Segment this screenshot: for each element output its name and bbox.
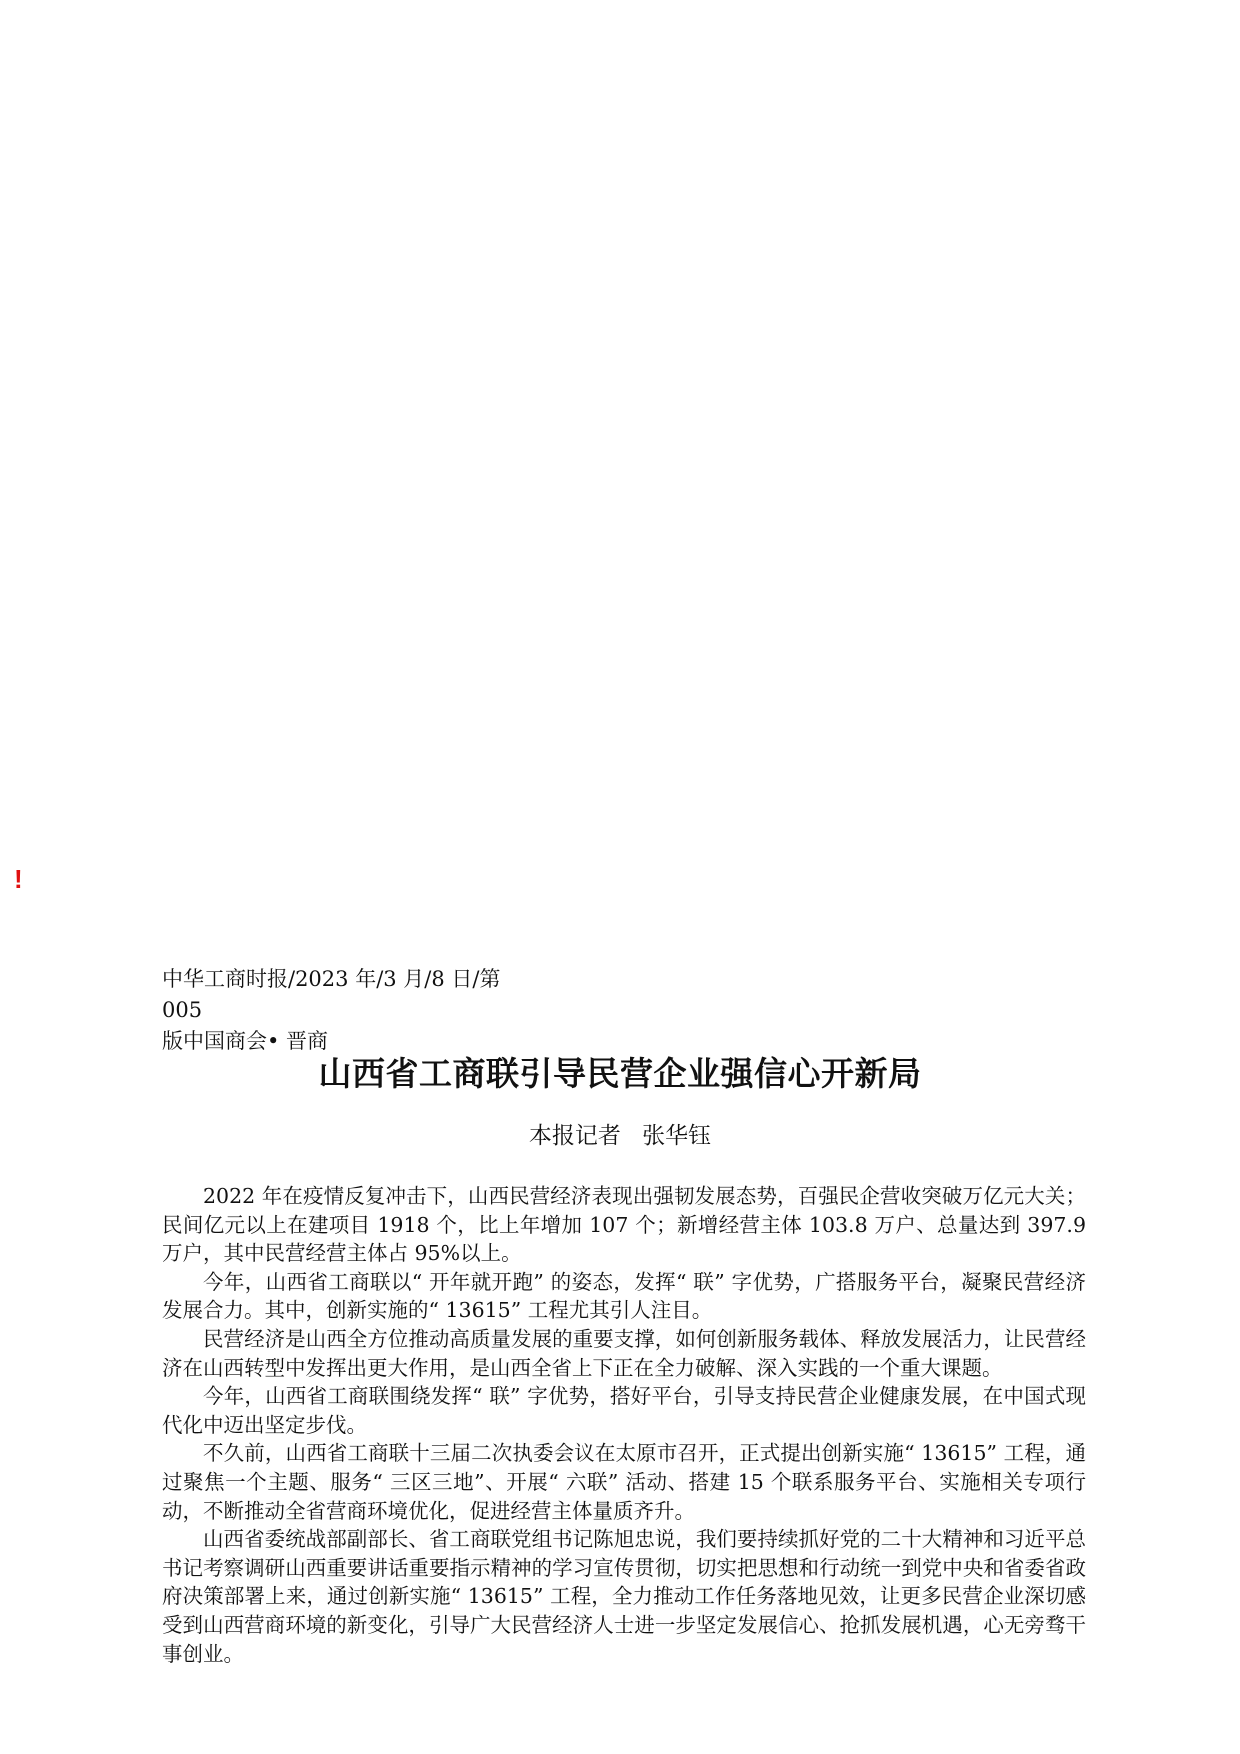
paragraph: 山西省委统战部副部长、省工商联党组书记陈旭忠说，我们要持续抓好党的二十大精神和习近平总书记考察调研山西重要讲话重要指示精神的学习宣传贯彻，切实把思想和行动统一到党中央和省委省政府决策部署上来，通过创新实施“ 13615” 工程，全力推动工作任务落地见效，让更多民营企业深切感受到山西营商环境的新变化，引导广大民营经济人士进一步坚定发展信心、抢抓发展机遇，心无旁骛干事创业。 [162, 1527, 1086, 1666]
paragraph: 民营经济是山西全方位推动高质量发展的重要支撑，如何创新服务载体、释放发展活力，让民营经济在山西转型中发挥出更大作用，是山西全省上下正在全力破解、深入实践的一个重大课题。 [162, 1326, 1086, 1380]
byline: 本报记者 张华钰 [528, 1123, 712, 1149]
source-line-2: 版中国商会• 晋商 [162, 1029, 329, 1053]
paragraph: 2022 年在疫情反复冲击下，山西民营经济表现出强韧发展态势，百强民企营收突破万亿元大关；民间亿元以上在建项目 1918 个，比上年增加 107 个；新增经营主体 103.8 万户、总量达到 397.9 万户，其中民营经营主体占 95%以上。 [162, 1184, 1086, 1266]
article-title: 山西省工商联引导民营企业强信心开新局 [318, 1054, 922, 1093]
paragraph: 今年，山西省工商联以“ 开年就开跑” 的姿态，发挥“ 联” 字优势，广搭服务平台，凝聚民营经济发展合力。其中，创新实施的“ 13615” 工程尤其引人注目。 [162, 1269, 1086, 1323]
source-line [162, 964, 542, 1057]
paragraph: 今年，山西省工商联围绕发挥“ 联” 字优势，搭好平台，引导支持民营企业健康发展，在中国式现代化中迈出坚定步伐。 [162, 1384, 1086, 1437]
article-body [162, 1182, 1086, 1668]
source-line-1: 中华工商时报/2023 年/3 月/8 日/第 005 [162, 967, 501, 1022]
paragraph: 不久前，山西省工商联十三届二次执委会议在太原市召开，正式提出创新实施“ 13615” 工程，通过聚焦一个主题、服务“ 三区三地”、开展“ 六联” 活动、搭建 15 个联系服务平台、实施相关专项行动，不断推动全省营商环境优化，促进经营主体量质齐升。 [162, 1441, 1086, 1523]
alert-mark: ! [14, 864, 23, 894]
